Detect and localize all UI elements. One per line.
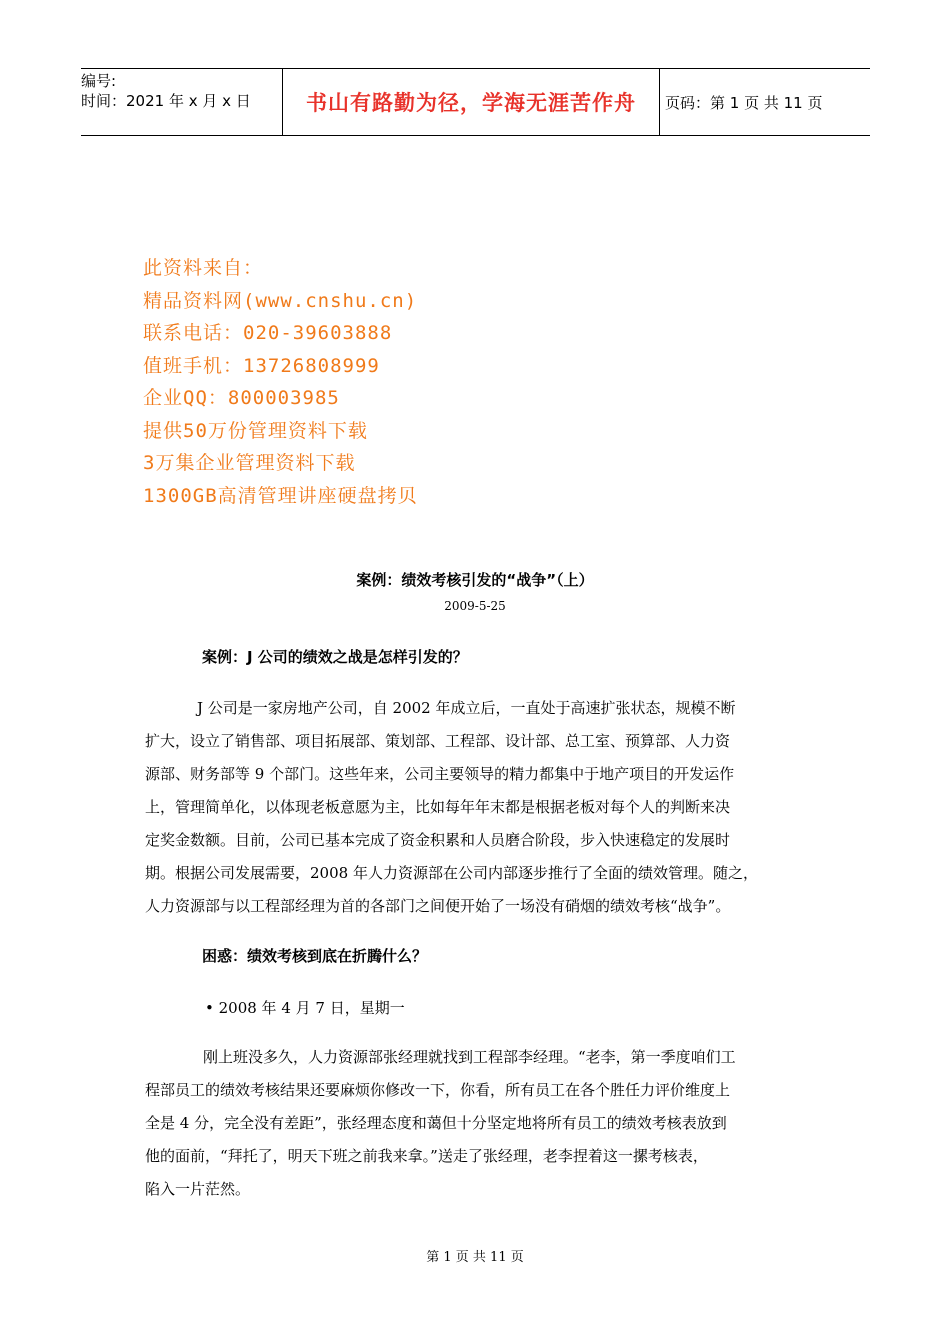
ad-line: 3万集企业管理资料下载 [143,452,356,474]
ad-line-mobile: 值班手机：13726808999 [143,354,380,377]
paragraph-line: 上，管理简单化，以体现老板意愿为主，比如每年年末都是根据老板对每个人的判断来决 [145,798,731,816]
paragraph-line: 扩大，设立了销售部、项目拓展部、策划部、工程部、设计部、总工室、预算部、人力资 [145,732,731,750]
paragraph-line: 定奖金数额。目前，公司已基本完成了资金积累和人员磨合阶段，步入快速稳定的发展时 [145,831,731,849]
ad-line-qq: 企业QQ：800003985 [143,387,340,409]
ad-line-phone: 联系电话：020-39603888 [143,322,393,344]
article-title: 案例：绩效考核引发的“战争”（上） [356,571,594,589]
paragraph-line: 陷入一片茫然。 [145,1180,251,1198]
paragraph-story [145,1041,807,1206]
section-heading: 困惑：绩效考核到底在折腾什么？ [202,947,428,965]
ad-block [143,252,418,512]
paragraph-line: 期。根据公司发展需要，2008 年人力资源部在公司内部逐步推行了全面的绩效管理。随之， [145,864,758,882]
paragraph-line: 程部员工的绩效考核结果还要麻烦你修改一下，你看，所有员工在各个胜任力评价维度上 [145,1081,731,1099]
ad-line-website[interactable]: 精品资料网(www.cnshu.cn) [143,289,418,312]
header-motto: 书山有路勤为径，学海无涯苦作舟 [306,91,636,115]
header-page-info: 页码：第 1 页 共 11 页 [665,93,823,112]
paragraph-line: 全是 4 分，完全没有差距”，张经理态度和蔼但十分坚定地将所有员工的绩效考核表放到 [145,1114,727,1132]
paragraph-line: 人力资源部与以工程部经理为首的各部门之间便开始了一场没有硝烟的绩效考核“战争”。 [145,897,731,915]
number-label: 编号: [81,72,117,90]
paragraph-line: 他的面前，“拜托了，明天下班之前我来拿。”送走了张经理，老李捏着这一摞考核表， [145,1147,708,1165]
paragraph-line: J 公司是一家房地产公司，自 2002 年成立后，一直处于高速扩张状态，规模不断 [197,699,736,717]
paragraph-intro [145,692,807,923]
ad-line: 1300GB高清管理讲座硬盘拷贝 [143,484,418,507]
ad-line: 此资料来自： [143,257,264,279]
page-footer: 第 1 页 共 11 页 [426,1250,524,1265]
ad-line: 提供50万份管理资料下载 [143,419,368,442]
page-header [81,68,870,136]
paragraph-line: 刚上班没多久，人力资源部张经理就找到工程部李经理。“老李，第一季度咱们工 [203,1048,736,1066]
article-date: 2009-5-25 [444,599,506,613]
header-meta [81,69,282,135]
date-bullet: • 2008 年 4 月 7 日，星期一 [205,999,405,1017]
section-heading: 案例：J 公司的绩效之战是怎样引发的？ [202,648,468,666]
paragraph-line: 源部、财务部等 9 个部门。这些年来，公司主要领导的精力都集中于地产项目的开发运作 [145,765,735,783]
time-label: 时间：2021 年 x 月 x 日 [81,92,251,110]
